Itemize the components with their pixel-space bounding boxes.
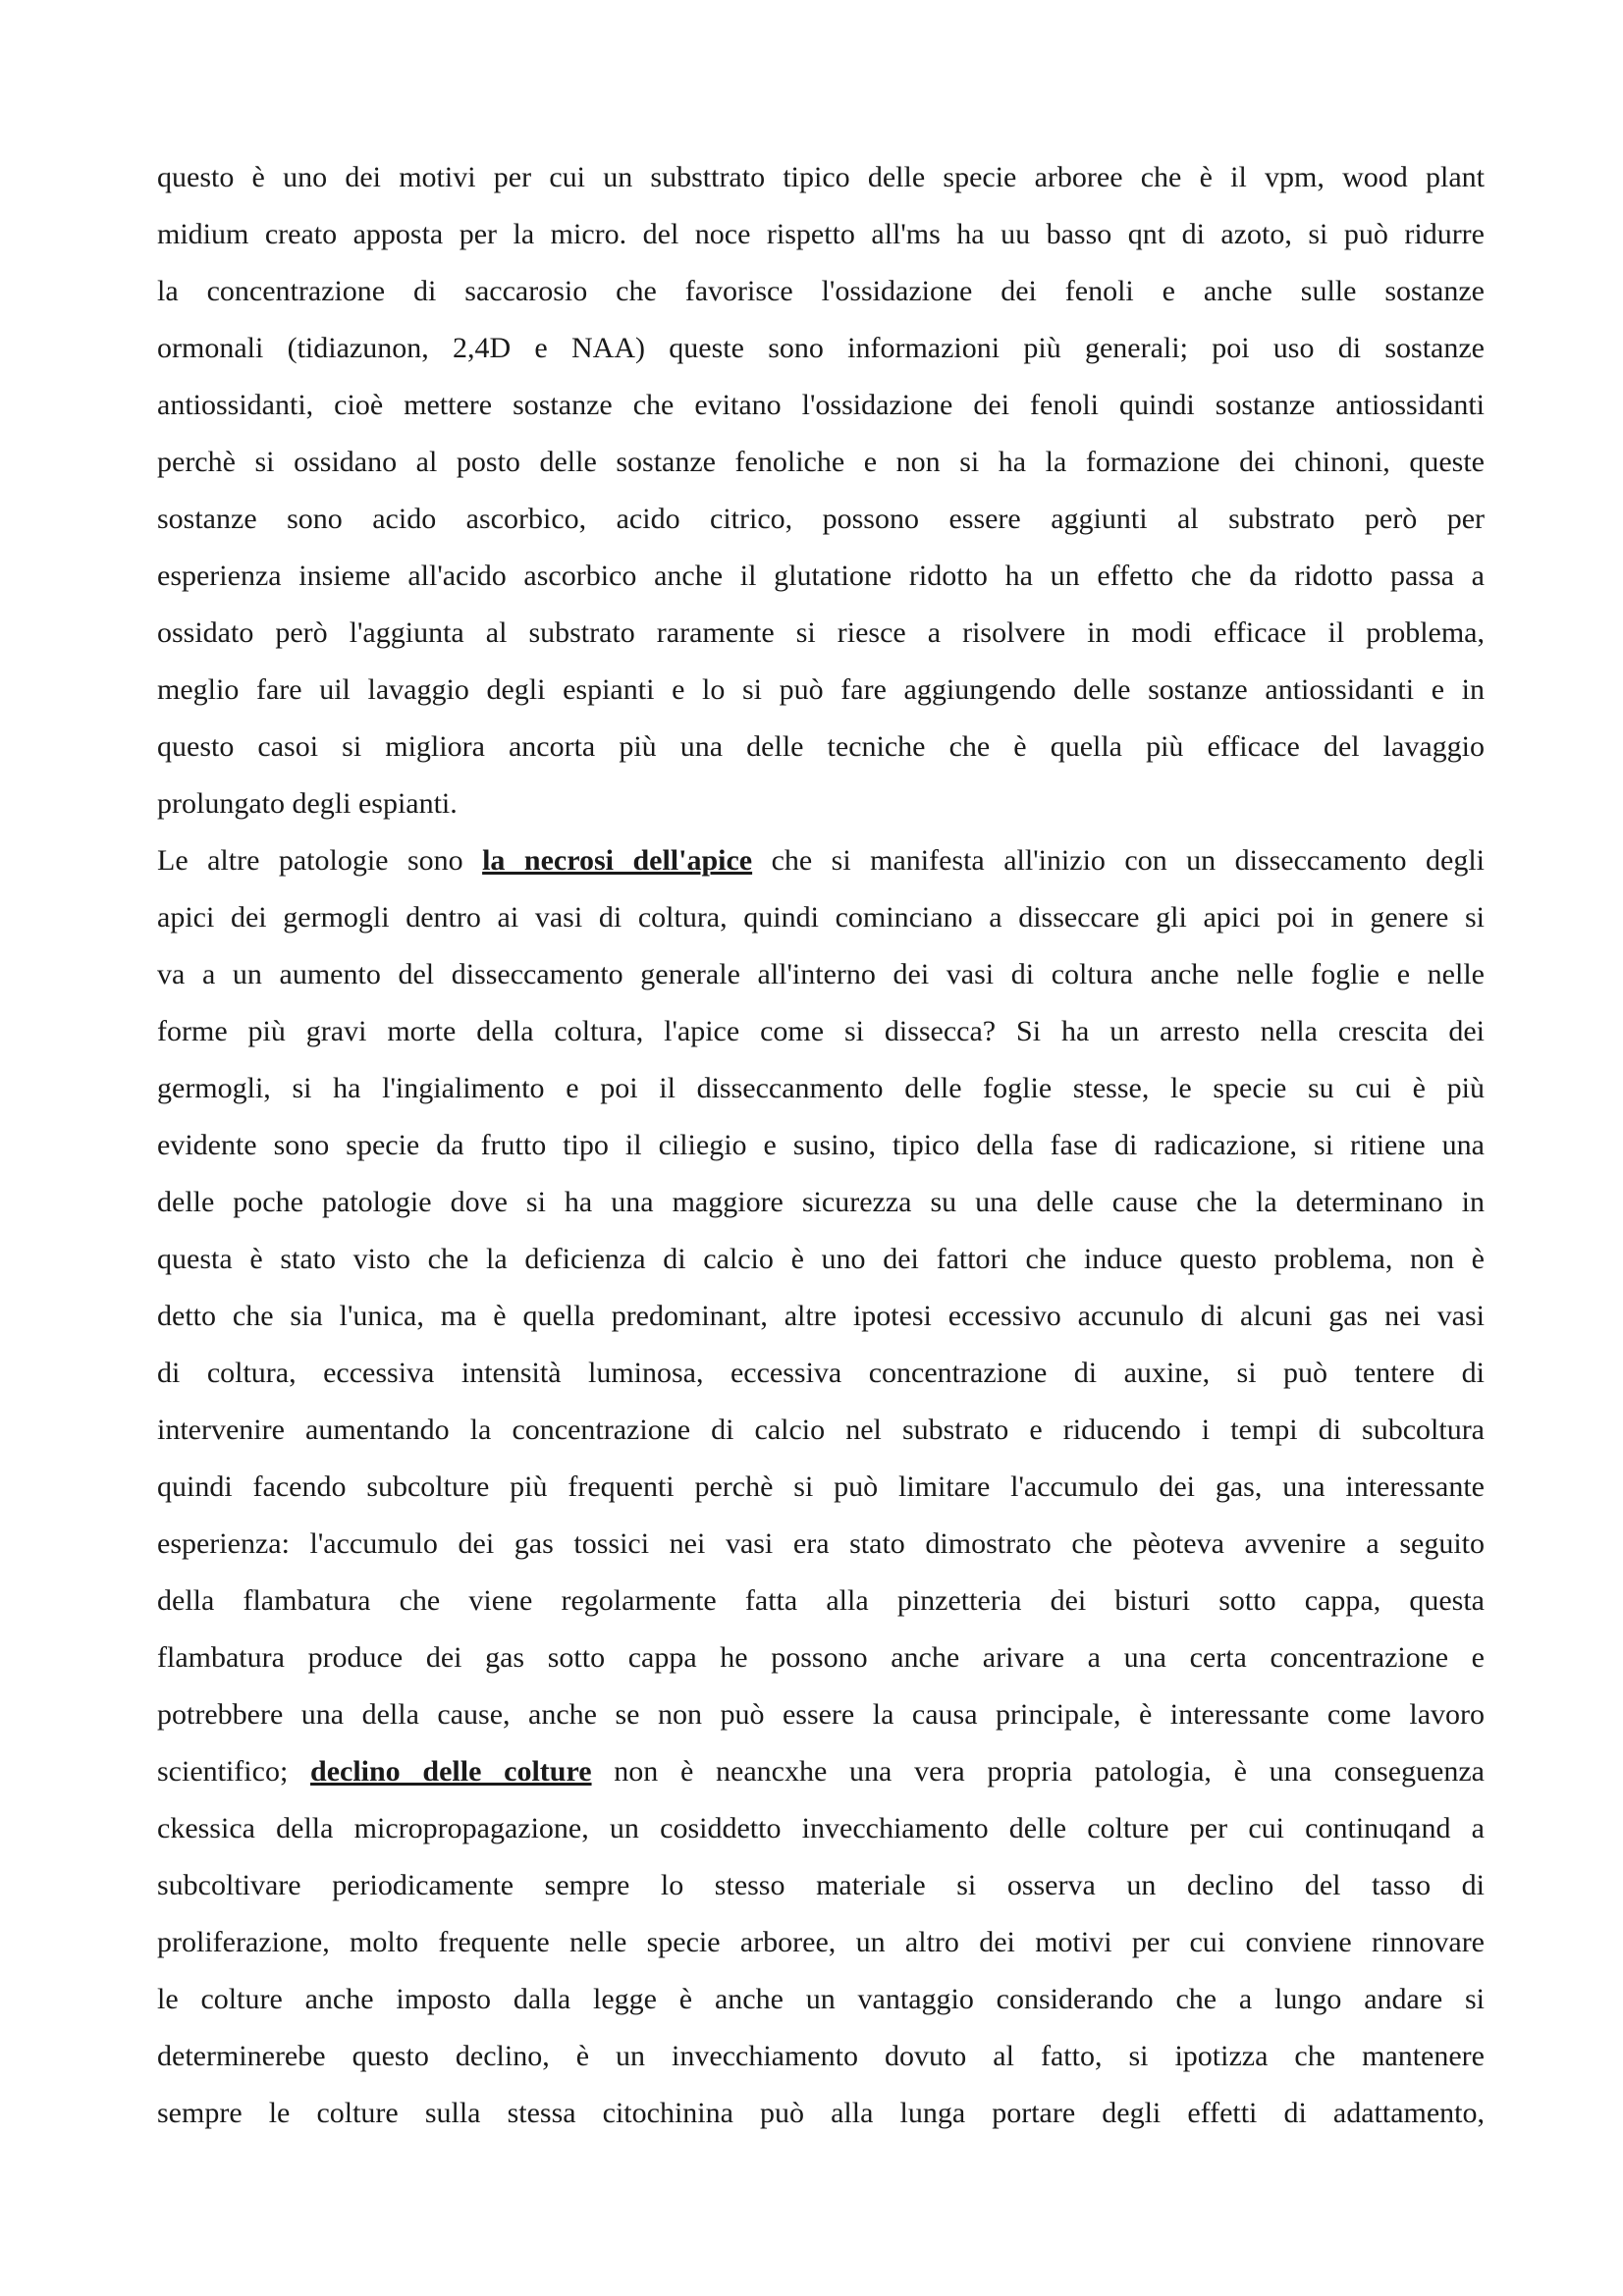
text-line: ckessica della micropropagazione, un cosiddetto invecchiamento delle colture per cui continuqand a: [157, 1812, 1485, 1844]
text-line: germogli, si ha l'ingialimento e poi il disseccanmento delle foglie stesse, le specie su cui è più: [157, 1072, 1485, 1104]
text-line: quindi facendo subcolture più frequenti perchè si può limitare l'accumulo dei gas, una interessante: [157, 1470, 1485, 1503]
document-body: [157, 149, 1485, 2142]
text-line: midium creato apposta per la micro. del noce rispetto all'ms ha uu basso qnt di azoto, si può ridurre: [157, 218, 1485, 250]
text-line: della flambatura che viene regolarmente fatta alla pinzetteria dei bisturi sotto cappa, questa: [157, 1584, 1485, 1617]
text-line: le colture anche imposto dalla legge è anche un vantaggio considerando che a lungo andare si: [157, 1983, 1485, 2015]
text-fragment: Le altre patologie sono: [157, 844, 483, 877]
text-line: ormonali (tidiazunon, 2,4D e NAA) queste sono informazioni più generali; poi uso di sostanze: [157, 332, 1485, 364]
text-line: di coltura, eccessiva intensità luminosa, eccessiva concentrazione di auxine, si può tentere di: [157, 1357, 1485, 1389]
text-line: perchè si ossidano al posto delle sostanze fenoliche e non si ha la formazione dei chinoni, queste: [157, 446, 1485, 478]
text-line: va a un aumento del disseccamento generale all'interno dei vasi di coltura anche nelle foglie e nelle: [157, 958, 1485, 990]
text-line: apici dei germogli dentro ai vasi di coltura, quindi cominciano a disseccare gli apici poi in genere si: [157, 901, 1485, 934]
text-line: evidente sono specie da frutto tipo il ciliegio e susino, tipico della fase di radicazione, si ritiene una: [157, 1129, 1485, 1161]
text-line: detto che sia l'unica, ma è quella predominant, altre ipotesi eccessivo accunulo di alcuni gas nei vasi: [157, 1300, 1485, 1332]
text-line: ossidato però l'aggiunta al substrato raramente si riesce a risolvere in modi efficace il problema,: [157, 616, 1485, 649]
text-fragment: che si manifesta all'inizio con un disseccamento degli: [752, 844, 1485, 877]
heading-declino-colture: declino delle colture: [310, 1755, 592, 1788]
text-line: subcoltivare periodicamente sempre lo stesso materiale si osserva un declino del tasso di: [157, 1869, 1485, 1901]
text-line: potrebbere una della cause, anche se non può essere la causa principale, è interessante come lavoro: [157, 1698, 1485, 1731]
text-line: antiossidanti, cioè mettere sostanze che evitano l'ossidazione dei fenoli quindi sostanze antiossidanti: [157, 389, 1485, 421]
text-line: questo casoi si migliora ancorta più una delle tecniche che è quella più efficace del lavaggio: [157, 730, 1485, 763]
text-fragment: non è neancxhe una vera propria patologia, è una conseguenza: [591, 1755, 1485, 1788]
text-fragment: scientifico;: [157, 1755, 311, 1788]
text-line: flambatura produce dei gas sotto cappa he possono anche arivare a una certa concentrazione e: [157, 1641, 1485, 1674]
text-line: esperienza insieme all'acido ascorbico anche il glutatione ridotto ha un effetto che da ridotto passa a: [157, 560, 1485, 592]
text-line: proliferazione, molto frequente nelle specie arboree, un altro dei motivi per cui conviene rinnovare: [157, 1926, 1485, 1958]
text-line: forme più gravi morte della coltura, l'apice come si dissecca? Si ha un arresto nella crescita dei: [157, 1015, 1485, 1047]
text-line: esperienza: l'accumulo dei gas tossici nei vasi era stato dimostrato che pèoteva avvenire a seguito: [157, 1527, 1485, 1560]
text-line: determinerebe questo declino, è un invecchiamento dovuto al fatto, si ipotizza che mantenere: [157, 2040, 1485, 2072]
text-line: sempre le colture sulla stessa citochinina può alla lunga portare degli effetti di adattamento,: [157, 2097, 1485, 2129]
text-line: questa è stato visto che la deficienza di calcio è uno dei fattori che induce questo problema, non è: [157, 1243, 1485, 1275]
text-line: sostanze sono acido ascorbico, acido citrico, possono essere aggiunti al substrato però per: [157, 503, 1485, 535]
text-line: intervenire aumentando la concentrazione di calcio nel substrato e riducendo i tempi di subcoltura: [157, 1414, 1485, 1446]
text-line: [157, 832, 1485, 889]
text-line: prolungato degli espianti.: [157, 787, 458, 820]
text-line: questo è uno dei motivi per cui un substtrato tipico delle specie arboree che è il vpm, wood plant: [157, 161, 1485, 193]
text-line: [157, 1743, 1485, 1800]
text-line: la concentrazione di saccarosio che favorisce l'ossidazione dei fenoli e anche sulle sostanze: [157, 275, 1485, 307]
text-line: delle poche patologie dove si ha una maggiore sicurezza su una delle cause che la determinano in: [157, 1186, 1485, 1218]
text-line: meglio fare uil lavaggio degli espianti e lo si può fare aggiungendo delle sostanze antiossidanti e in: [157, 673, 1485, 706]
heading-necrosi-apice: la necrosi dell'apice: [482, 844, 753, 877]
